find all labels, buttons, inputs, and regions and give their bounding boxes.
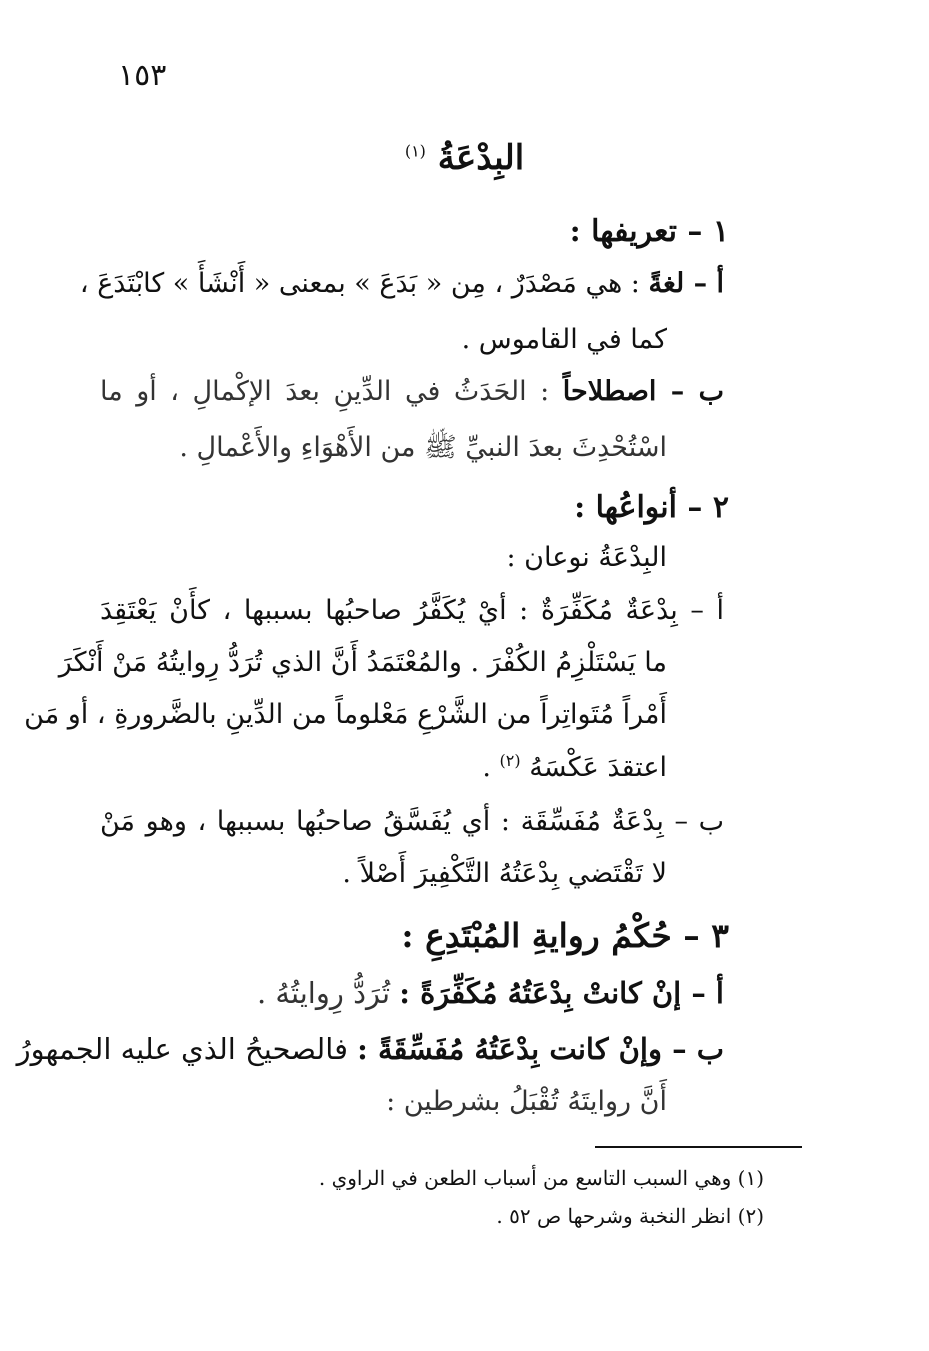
- s3-a-text: تُرَدُّ رِوايتُهُ .: [257, 976, 391, 1010]
- s3-b-line-1: [16, 1032, 724, 1066]
- s3-a-line: [100, 976, 724, 1010]
- s2-a-line-4: [100, 751, 667, 783]
- title-text: البِدْعَةُ: [437, 138, 525, 178]
- section-3-heading: ٣ – حُكْمُ روايةِ المُبْتَدِعِ :: [401, 916, 729, 955]
- footnote-separator: [595, 1146, 802, 1148]
- s3-a-label: أ – إنْ كانتْ بِدْعَتُهُ مُكَفِّرَةً :: [399, 976, 724, 1010]
- s1-term-label: ب – اصطلاحاً: [562, 376, 724, 407]
- section-1-heading: ١ – تعريفها :: [569, 214, 729, 249]
- s1-lang-line-1: [79, 268, 724, 299]
- s1-lang-text: : هي مَصْدَرٌ ، مِن « بَدَعَ » بمعنى « أَنْشَأَ » كابْتَدَعَ ،: [79, 268, 640, 299]
- s1-term-line-2: اسْتُحْدِثَ بعدَ النبيِّ ﷺ من الأَهْوَاءِ والأَعْمالِ .: [179, 432, 667, 463]
- s1-lang-label: أ – لغةً: [648, 268, 724, 299]
- page-title: [0, 138, 929, 178]
- s3-b-line-2: أَنَّ روايتَهُ تُقْبَلُ بشرطين :: [386, 1086, 667, 1117]
- s2-b-line-2: لا تَقْتَضي بِدْعَتُهُ التَّكْفِيرَ أَصْلاً .: [342, 858, 667, 889]
- footnote-1: (١) وهي السبب التاسع من أسباب الطعن في الراوي .: [318, 1166, 764, 1190]
- s2-a-line-1: أ – بِدْعَةٌ مُكَفِّرَةٌ : أيْ يُكَفَّرُ صاحبُها بسببها ، كأَنْ يَعْتَقِدَ: [100, 595, 724, 626]
- s2-a-line-4-text: اعتقدَ عَكْسَهُ: [529, 752, 667, 783]
- s1-lang-line-2: كما في القاموس .: [461, 324, 667, 355]
- footnote-2: (٢) انظر النخبة وشرحها ص ٥٢ .: [496, 1204, 764, 1228]
- s3-b-label: ب – وإنْ كانت بِدْعَتُهُ مُفَسِّقَةً :: [357, 1032, 724, 1066]
- s2-a-line-4-end: .: [482, 752, 491, 783]
- page-number: ١٥٣: [118, 58, 167, 93]
- s3-b-text: فالصحيحُ الذي عليه الجمهورُ: [16, 1032, 348, 1066]
- s2-a-line-3: أَمْراً مُتَواتِراً من الشَّرْعِ مَعْلوماً من الدِّينِ بالضَّرورةِ ، أو مَن: [24, 699, 667, 730]
- footnote-ref-2: (٢): [499, 751, 521, 770]
- section-2-heading: ٢ – أنواعُها :: [574, 490, 729, 525]
- s1-term-line-1: [100, 376, 724, 407]
- s2-a-line-2: ما يَسْتَلْزِمُ الكُفْرَ . والمُعْتَمَدُ أَنَّ الذي تُرَدُّ رِوايتُهُ مَنْ أَنْكَرَ: [58, 647, 667, 678]
- s2-b-line-1: ب – بِدْعَةٌ مُفَسِّقَة : أي يُفَسَّقُ صاحبُها بسببها ، وهو مَنْ: [100, 806, 724, 837]
- s2-intro: البِدْعَةُ نوعان :: [506, 542, 667, 573]
- s1-term-text: : الحَدَثُ في الدِّينِ بعدَ الإكْمالِ ، أو ما: [100, 376, 550, 407]
- title-footnote-ref: (١): [404, 141, 426, 161]
